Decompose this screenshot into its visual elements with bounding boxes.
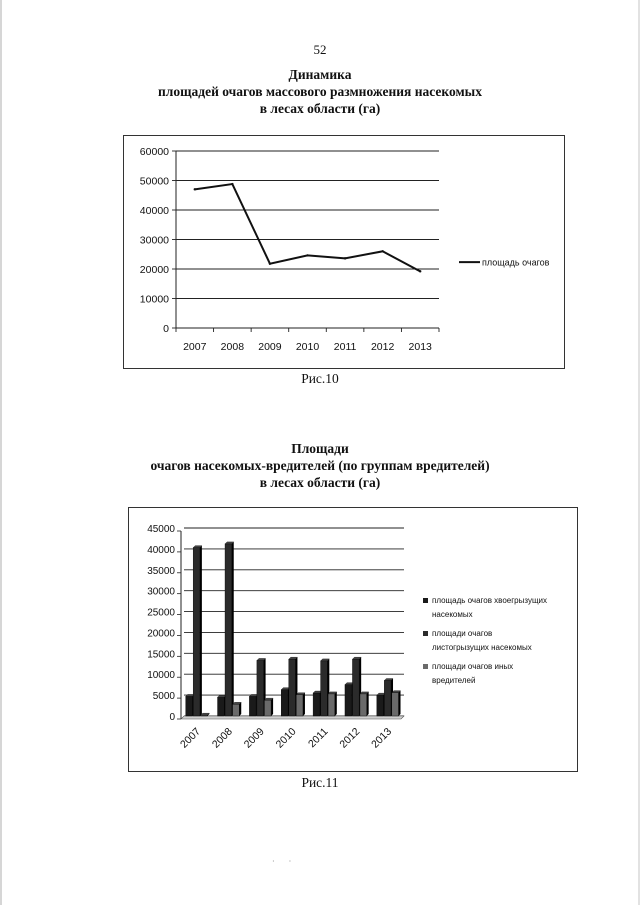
- x-tick-label: 2010: [273, 725, 299, 751]
- data-point: [381, 250, 383, 252]
- data-point: [194, 188, 196, 190]
- bar: [264, 700, 271, 716]
- bar: [352, 659, 359, 716]
- bar: [377, 695, 384, 716]
- data-point: [306, 254, 308, 256]
- x-tick-label: 2013: [408, 341, 432, 353]
- line-chart: [124, 136, 564, 368]
- legend-label: насекомых: [432, 610, 473, 619]
- y-tick-label: 20000: [147, 628, 175, 640]
- y-tick-label: 30000: [139, 234, 169, 247]
- bar-side: [232, 542, 234, 716]
- x-tick-label: 2007: [183, 341, 207, 353]
- y-tick-label: 40000: [139, 205, 169, 217]
- y-tick-label: 50000: [139, 175, 169, 188]
- x-tick-label: 2011: [306, 725, 331, 751]
- figure-2-title-line: в лесах области (га): [259, 475, 381, 490]
- bar: [328, 694, 335, 716]
- legend-label: вредителей: [432, 676, 476, 685]
- bar: [249, 696, 256, 716]
- bar: [186, 696, 193, 716]
- x-tick-label: 2009: [258, 341, 282, 353]
- legend-swatch: [423, 631, 428, 636]
- y-tick-label: 10000: [139, 293, 169, 306]
- bar: [321, 661, 328, 716]
- bar: [257, 660, 264, 716]
- y-tick-label: 40000: [147, 544, 175, 556]
- figure-2-caption: Рис.11: [301, 775, 339, 790]
- x-tick-label: 2007: [178, 725, 204, 751]
- bar: [289, 659, 296, 716]
- legend-label: площадь очагов хвоегрызущих: [432, 596, 547, 605]
- bar: [392, 693, 399, 716]
- x-tick-label: 2013: [369, 725, 395, 751]
- legend-swatch: [423, 598, 428, 603]
- bar: [296, 695, 303, 716]
- x-tick-label: 2012: [337, 725, 363, 751]
- legend-label: площадь очагов: [482, 257, 550, 268]
- bar: [233, 704, 240, 716]
- y-tick-label: 5000: [152, 691, 175, 703]
- figure-2-title-line: очагов насекомых-вредителей (по группам вредителей): [150, 458, 490, 473]
- bar: [384, 680, 391, 716]
- chart-floor: [181, 716, 404, 719]
- data-point: [419, 270, 421, 272]
- bar-side: [303, 693, 305, 716]
- y-tick-label: 0: [169, 712, 175, 723]
- bar: [218, 697, 225, 716]
- figure-1-title-line: в лесах области (га): [259, 101, 381, 116]
- x-tick-label: 2009: [241, 725, 267, 751]
- y-tick-label: 0: [163, 323, 169, 335]
- figure-2-title-line: Площади: [291, 441, 349, 456]
- line-chart-frame: [123, 135, 565, 369]
- figure-1-caption: Рис.10: [301, 371, 339, 386]
- legend-swatch: [423, 664, 428, 669]
- series-line: [195, 184, 420, 271]
- figure-1-title-line: Динамика: [288, 67, 352, 82]
- y-tick-label: 20000: [139, 264, 169, 276]
- bar: [281, 690, 288, 716]
- legend-label: площади очагов иных: [432, 662, 514, 671]
- data-point: [269, 262, 271, 264]
- bar-side: [200, 546, 202, 716]
- bar: [193, 548, 200, 716]
- y-tick-label: 25000: [147, 607, 175, 619]
- bar: [345, 685, 352, 716]
- y-tick-label: 30000: [147, 586, 175, 598]
- bar: [313, 693, 320, 716]
- bar-side: [399, 691, 401, 716]
- legend-label: площади очагов: [432, 629, 493, 638]
- bar-side: [367, 692, 369, 716]
- x-tick-label: 2008: [209, 725, 235, 751]
- x-tick-label: 2010: [295, 341, 320, 353]
- y-tick-label: 45000: [147, 524, 175, 535]
- data-point: [344, 257, 346, 259]
- y-tick-label: 10000: [147, 670, 175, 682]
- bar-side: [239, 702, 241, 716]
- bar: [360, 694, 367, 716]
- page-number: 52: [313, 42, 327, 57]
- y-tick-label: 35000: [147, 565, 175, 577]
- figure-2-title: [0, 440, 640, 491]
- bar-chart: [129, 508, 577, 771]
- figure-1-title: [0, 66, 640, 117]
- x-tick-label: 2008: [220, 341, 245, 353]
- data-point: [231, 183, 233, 185]
- legend-label: листогрызущих насекомых: [432, 643, 532, 652]
- figure-1-title-line: площадей очагов массового размножения насекомых: [158, 84, 482, 99]
- x-tick-label: 2011: [333, 341, 357, 353]
- scan-specks: · ·: [272, 857, 298, 866]
- bar: [225, 544, 232, 716]
- y-tick-label: 15000: [147, 649, 175, 661]
- x-tick-label: 2012: [370, 341, 395, 353]
- bar-chart-frame: [128, 507, 578, 772]
- bar-side: [335, 692, 337, 716]
- y-tick-label: 60000: [139, 146, 169, 158]
- bar-side: [271, 698, 273, 716]
